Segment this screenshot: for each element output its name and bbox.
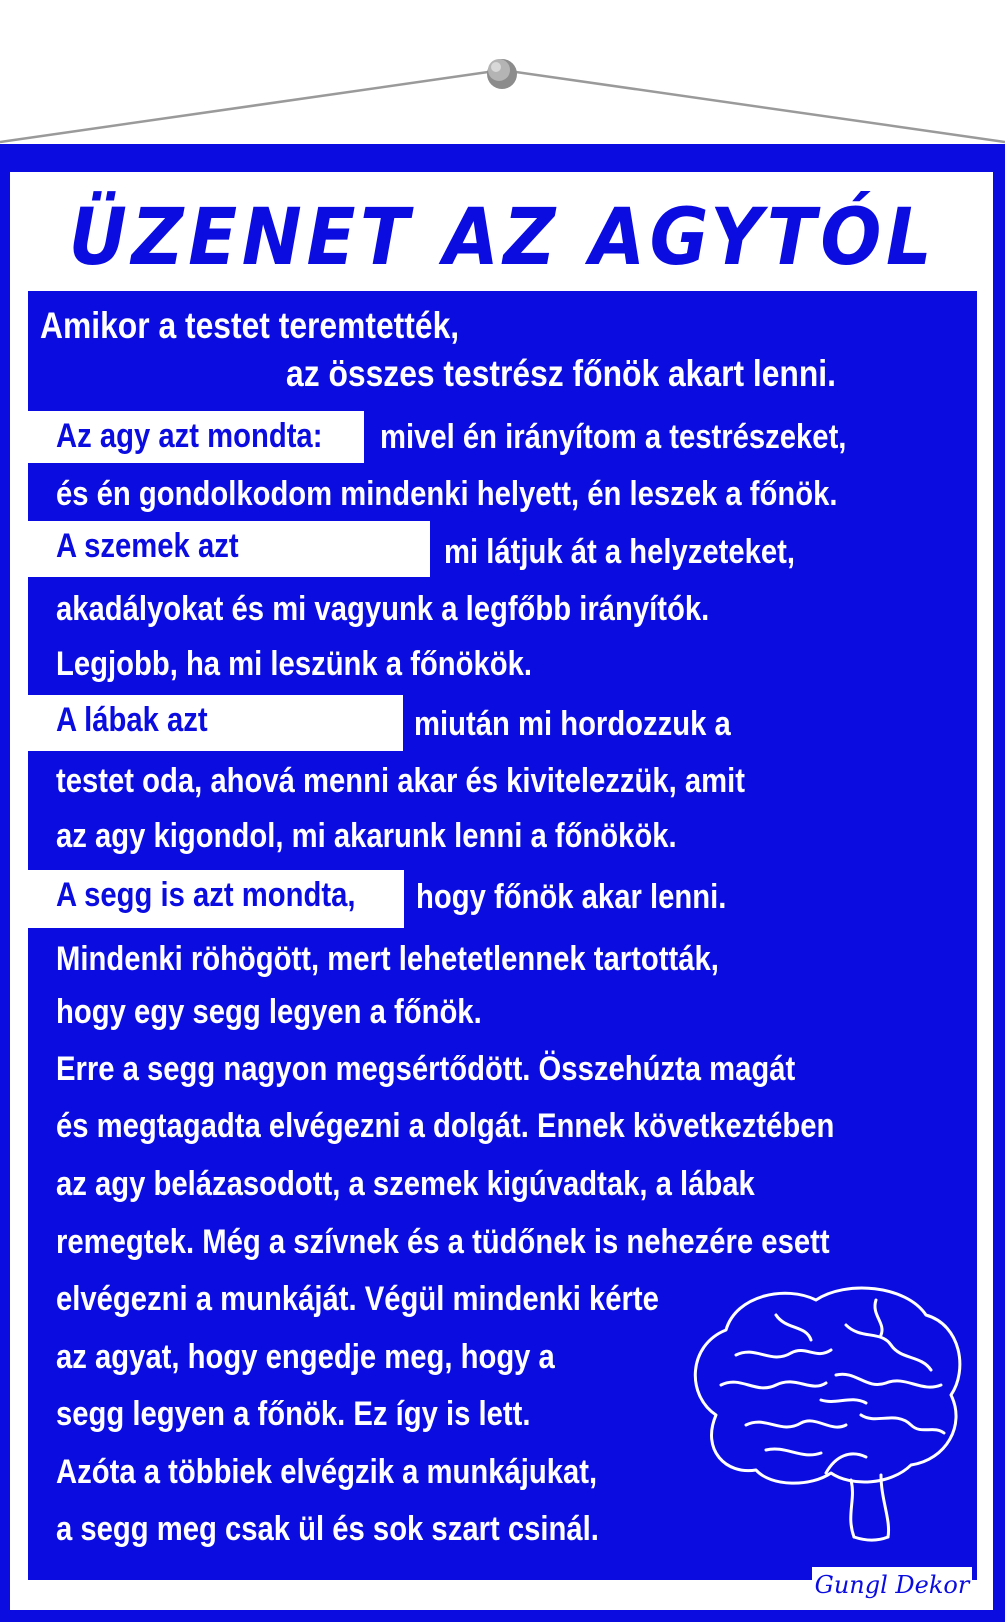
eyes-line: Legjobb, ha mi leszünk a főnökök. bbox=[56, 645, 533, 683]
brain-line: mivel én irányítom a testrészeket, bbox=[380, 418, 847, 456]
legs-label: A lábak azt bbox=[28, 695, 403, 751]
poster-title: ÜZENET AZ AGYTÓL bbox=[68, 193, 937, 283]
butt-line: a segg meg csak ül és sok szart csinál. bbox=[56, 1510, 599, 1548]
brain-line: és én gondolkodom mindenki helyett, én leszek a főnök. bbox=[56, 475, 838, 513]
eyes-label: A szemek azt bbox=[28, 521, 430, 577]
butt-line: segg legyen a főnök. Ez így is lett. bbox=[56, 1395, 531, 1433]
hanging-wire bbox=[0, 0, 1005, 150]
eyes-line: mi látjuk át a helyzeteket, bbox=[444, 533, 796, 571]
butt-label: A segg is azt mondta, bbox=[28, 870, 404, 928]
legs-line: az agy kigondol, mi akarunk lenni a főnökök. bbox=[56, 817, 677, 855]
butt-line: hogy főnök akar lenni. bbox=[416, 878, 727, 916]
intro-line: Amikor a testet teremtették, bbox=[40, 305, 460, 346]
butt-line: az agy belázasodott, a szemek kigúvadtak, a lábak bbox=[56, 1165, 755, 1203]
butt-line: az agyat, hogy engedje meg, hogy a bbox=[56, 1338, 555, 1376]
butt-line: remegtek. Még a szívnek és a tüdőnek is nehezére esett bbox=[56, 1223, 830, 1261]
butt-line: elvégezni a munkáját. Végül mindenki kérte bbox=[56, 1280, 659, 1318]
legs-line: testet oda, ahová menni akar és kivitelezzük, amit bbox=[56, 762, 746, 800]
legs-line: miután mi hordozzuk a bbox=[414, 705, 731, 743]
intro-line: az összes testrész főnök akart lenni. bbox=[286, 353, 836, 394]
brain-label: Az agy azt mondta: bbox=[28, 411, 364, 463]
nail-icon bbox=[487, 59, 517, 89]
eyes-line: akadályokat és mi vagyunk a legfőbb irányítók. bbox=[56, 590, 710, 628]
butt-line: hogy egy segg legyen a főnök. bbox=[56, 993, 482, 1031]
butt-line: és megtagadta elvégezni a dolgát. Ennek következtében bbox=[56, 1107, 835, 1145]
butt-line: Azóta a többiek elvégzik a munkájukat, bbox=[56, 1453, 598, 1491]
butt-line: Erre a segg nagyon megsértődött. Összehúzta magát bbox=[56, 1050, 796, 1088]
butt-line: Mindenki röhögött, mert lehetetlennek tartották, bbox=[56, 940, 719, 978]
brain-outline-icon bbox=[676, 1275, 971, 1545]
signature: Gungl Dekor bbox=[812, 1567, 972, 1603]
